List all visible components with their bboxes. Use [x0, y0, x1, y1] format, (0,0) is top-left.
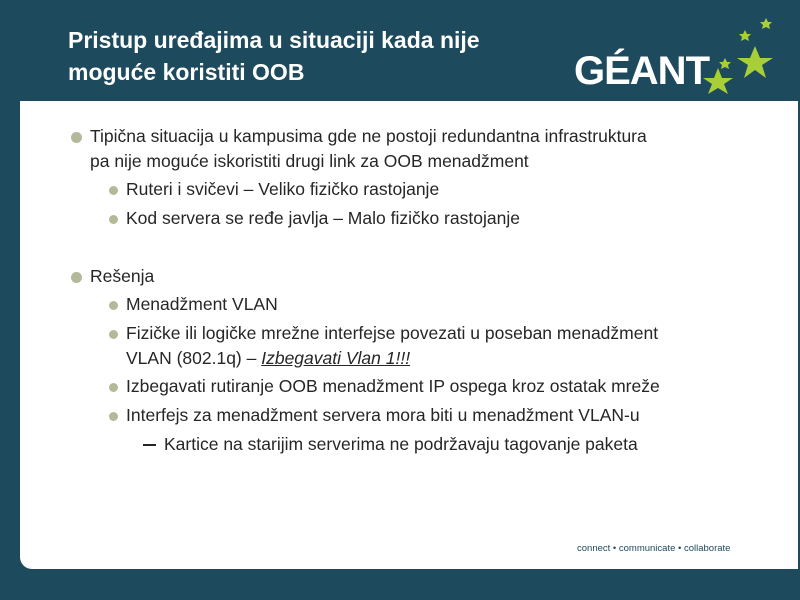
sub-sub-bullet: Kartice na starijim serverima ne podržavaju tagovanje paketa — [164, 430, 638, 459]
sub-bullet-dot-icon — [109, 215, 118, 224]
bullet-1: Tipična situacija u kampusima gde ne postoji redundantna infrastruktura — [90, 122, 647, 151]
sub-bullet: Izbegavati rutiranje OOB menadžment IP ospega kroz ostatak mreže — [126, 372, 660, 401]
title-line-1: Pristup uređajima u situaciji kada nije — [68, 27, 480, 53]
logo-text: GÉANT — [574, 49, 709, 93]
sub-bullet: Ruteri i svičevi – Veliko fizičko rastojanje — [126, 175, 439, 204]
sub-bullet-dot-icon — [109, 301, 118, 310]
slide-title — [68, 24, 578, 88]
emphasis-text: Izbegavati Vlan 1!!! — [261, 348, 411, 368]
content-panel — [20, 101, 798, 569]
sub-bullet-continued: VLAN (802.1q) – Izbegavati Vlan 1!!! — [126, 348, 411, 368]
geant-logo — [570, 8, 790, 98]
dash-icon — [143, 444, 156, 446]
bullet-dot-icon — [71, 132, 82, 143]
sub-bullet: Menadžment VLAN — [126, 290, 278, 319]
bullet-2: Rešenja — [90, 262, 154, 291]
bullet-dot-icon — [71, 272, 82, 283]
sub-bullet: Fizičke ili logičke mrežne interfejse povezati u poseban menadžment — [126, 319, 658, 348]
sub-bullet-dot-icon — [109, 330, 118, 339]
sub-bullet-dot-icon — [109, 186, 118, 195]
footer-tagline: connect • communicate • collaborate — [577, 543, 731, 554]
title-line-2: moguće koristiti OOB — [68, 59, 305, 85]
sub-bullet: Kod servera se ređe javlja – Malo fizičko rastojanje — [126, 204, 520, 233]
sub-bullet: Interfejs za menadžment servera mora biti u menadžment VLAN-u — [126, 401, 640, 430]
bullet-1-continued: pa nije moguće iskoristiti drugi link za OOB menadžment — [90, 151, 529, 171]
sub-bullet-dot-icon — [109, 383, 118, 392]
sub-bullet-dot-icon — [109, 412, 118, 421]
